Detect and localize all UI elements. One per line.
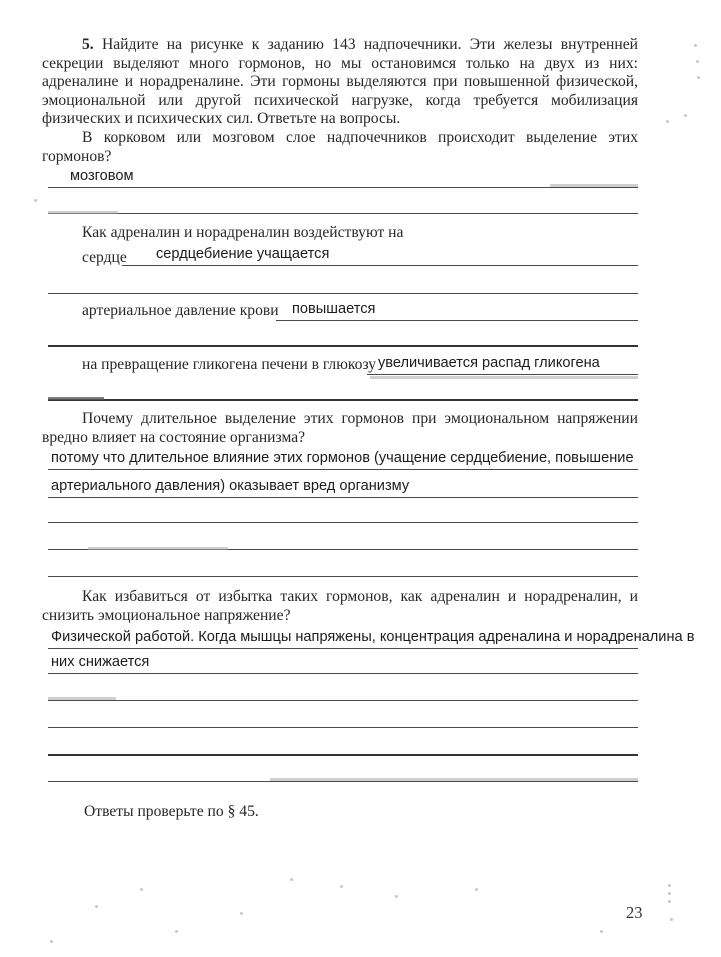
answer-line-blood-pressure [276, 299, 638, 321]
handwritten-answer-heart: сердцебиение учащается [156, 246, 330, 263]
answer-line-heart [122, 244, 638, 266]
ruled-line-empty [48, 378, 638, 401]
scan-artifact [550, 184, 638, 187]
ruled-line-empty [48, 679, 638, 701]
scan-speck [684, 114, 687, 117]
label-blood-pressure: артериальное давление крови [82, 302, 279, 319]
handwritten-answer-blood-pressure: повышается [292, 301, 376, 318]
scan-speck [140, 888, 143, 891]
task-number: 5. [82, 36, 94, 53]
ruled-line-empty [48, 192, 638, 214]
ruled-line-empty [48, 272, 638, 294]
scan-speck [694, 44, 697, 47]
handwritten-answer-glycogen: увеличивается распад гликогена [378, 355, 600, 372]
scan-speck [666, 120, 669, 123]
question-4-text: Как избавиться от избытка таких гормонов, как адреналин и норадреналин, и снизить эмоциональное напряжение? [42, 588, 638, 624]
page-number: 23 [626, 903, 643, 922]
question-3-handwritten-line-2: артериального давления) оказывает вред организму [51, 478, 410, 495]
question-1-text: В корковом или мозговом слое надпочечников происходит выделение этих гормонов? [42, 128, 638, 165]
answer-line-glycogen [367, 353, 638, 375]
scan-speck [670, 918, 673, 921]
scan-speck [395, 895, 398, 898]
scan-speck [95, 905, 98, 908]
scan-artifact [48, 211, 118, 214]
task-intro-paragraph [42, 36, 638, 129]
question-3-handwritten-line-1: потому что длительное влияние этих гормонов (учащение сердцебиение, повышение [51, 450, 634, 467]
question-2-heading: Как адреналин и норадреналин воздействуют на [82, 224, 404, 241]
footer-note: Ответы проверьте по § 45. [84, 803, 259, 820]
scan-artifact [48, 397, 104, 400]
ruled-line-empty [48, 555, 638, 577]
scan-artifact [370, 376, 638, 379]
question-1-handwritten-answer: мозговом [70, 168, 134, 185]
scan-speck [475, 888, 478, 891]
question-3-answer-line-2 [48, 476, 638, 498]
ruled-line-empty [48, 733, 638, 756]
label-glycogen: на превращение гликогена печени в глюкозу [82, 356, 377, 373]
scan-speck [697, 76, 700, 79]
question-3-block [42, 410, 638, 447]
question-4-handwritten-line-1: Физической работой. Когда мышцы напряжены, концентрация адреналина и норадреналина в [51, 629, 695, 646]
scan-speck [290, 878, 293, 881]
scan-speck [668, 884, 671, 887]
task-intro-text: Найдите на рисунке к заданию 143 надпочечники. Эти железы внутренней секреции выделяют много гормонов, но мы остановимся только на двух из них: адреналине и норадреналине. Эти гормоны выделяются при повышенной физической, эмоциональной или другой психической нагрузке, когда требуется мобилизация физических и психических сил. Ответьте на вопросы. [42, 36, 638, 128]
question-4-block [42, 588, 638, 625]
ruled-line-empty [48, 501, 638, 523]
scan-speck [340, 885, 343, 888]
scan-speck [50, 940, 53, 943]
scan-speck [696, 60, 699, 63]
question-4-handwritten-line-2: них снижается [51, 654, 150, 671]
scan-artifact [48, 697, 116, 700]
scan-speck [668, 900, 671, 903]
scan-speck [600, 930, 603, 933]
ruled-line-empty [48, 706, 638, 728]
question-4-answer-line-1 [48, 627, 695, 649]
ruled-line-empty [48, 324, 638, 347]
scan-artifact [270, 778, 638, 781]
label-heart: сердце [82, 249, 127, 266]
scan-artifact [88, 547, 228, 550]
question-3-answer-line-1 [48, 448, 638, 470]
task-intro-block [42, 36, 638, 166]
question-3-text: Почему длительное выделение этих гормонов при эмоциональном напряжении вредно влияет на состояние организма? [42, 410, 638, 446]
scan-speck [240, 912, 243, 915]
scan-speck [34, 199, 37, 202]
question-4-answer-line-2 [48, 652, 638, 674]
scan-speck [175, 930, 178, 933]
scan-speck [668, 892, 671, 895]
